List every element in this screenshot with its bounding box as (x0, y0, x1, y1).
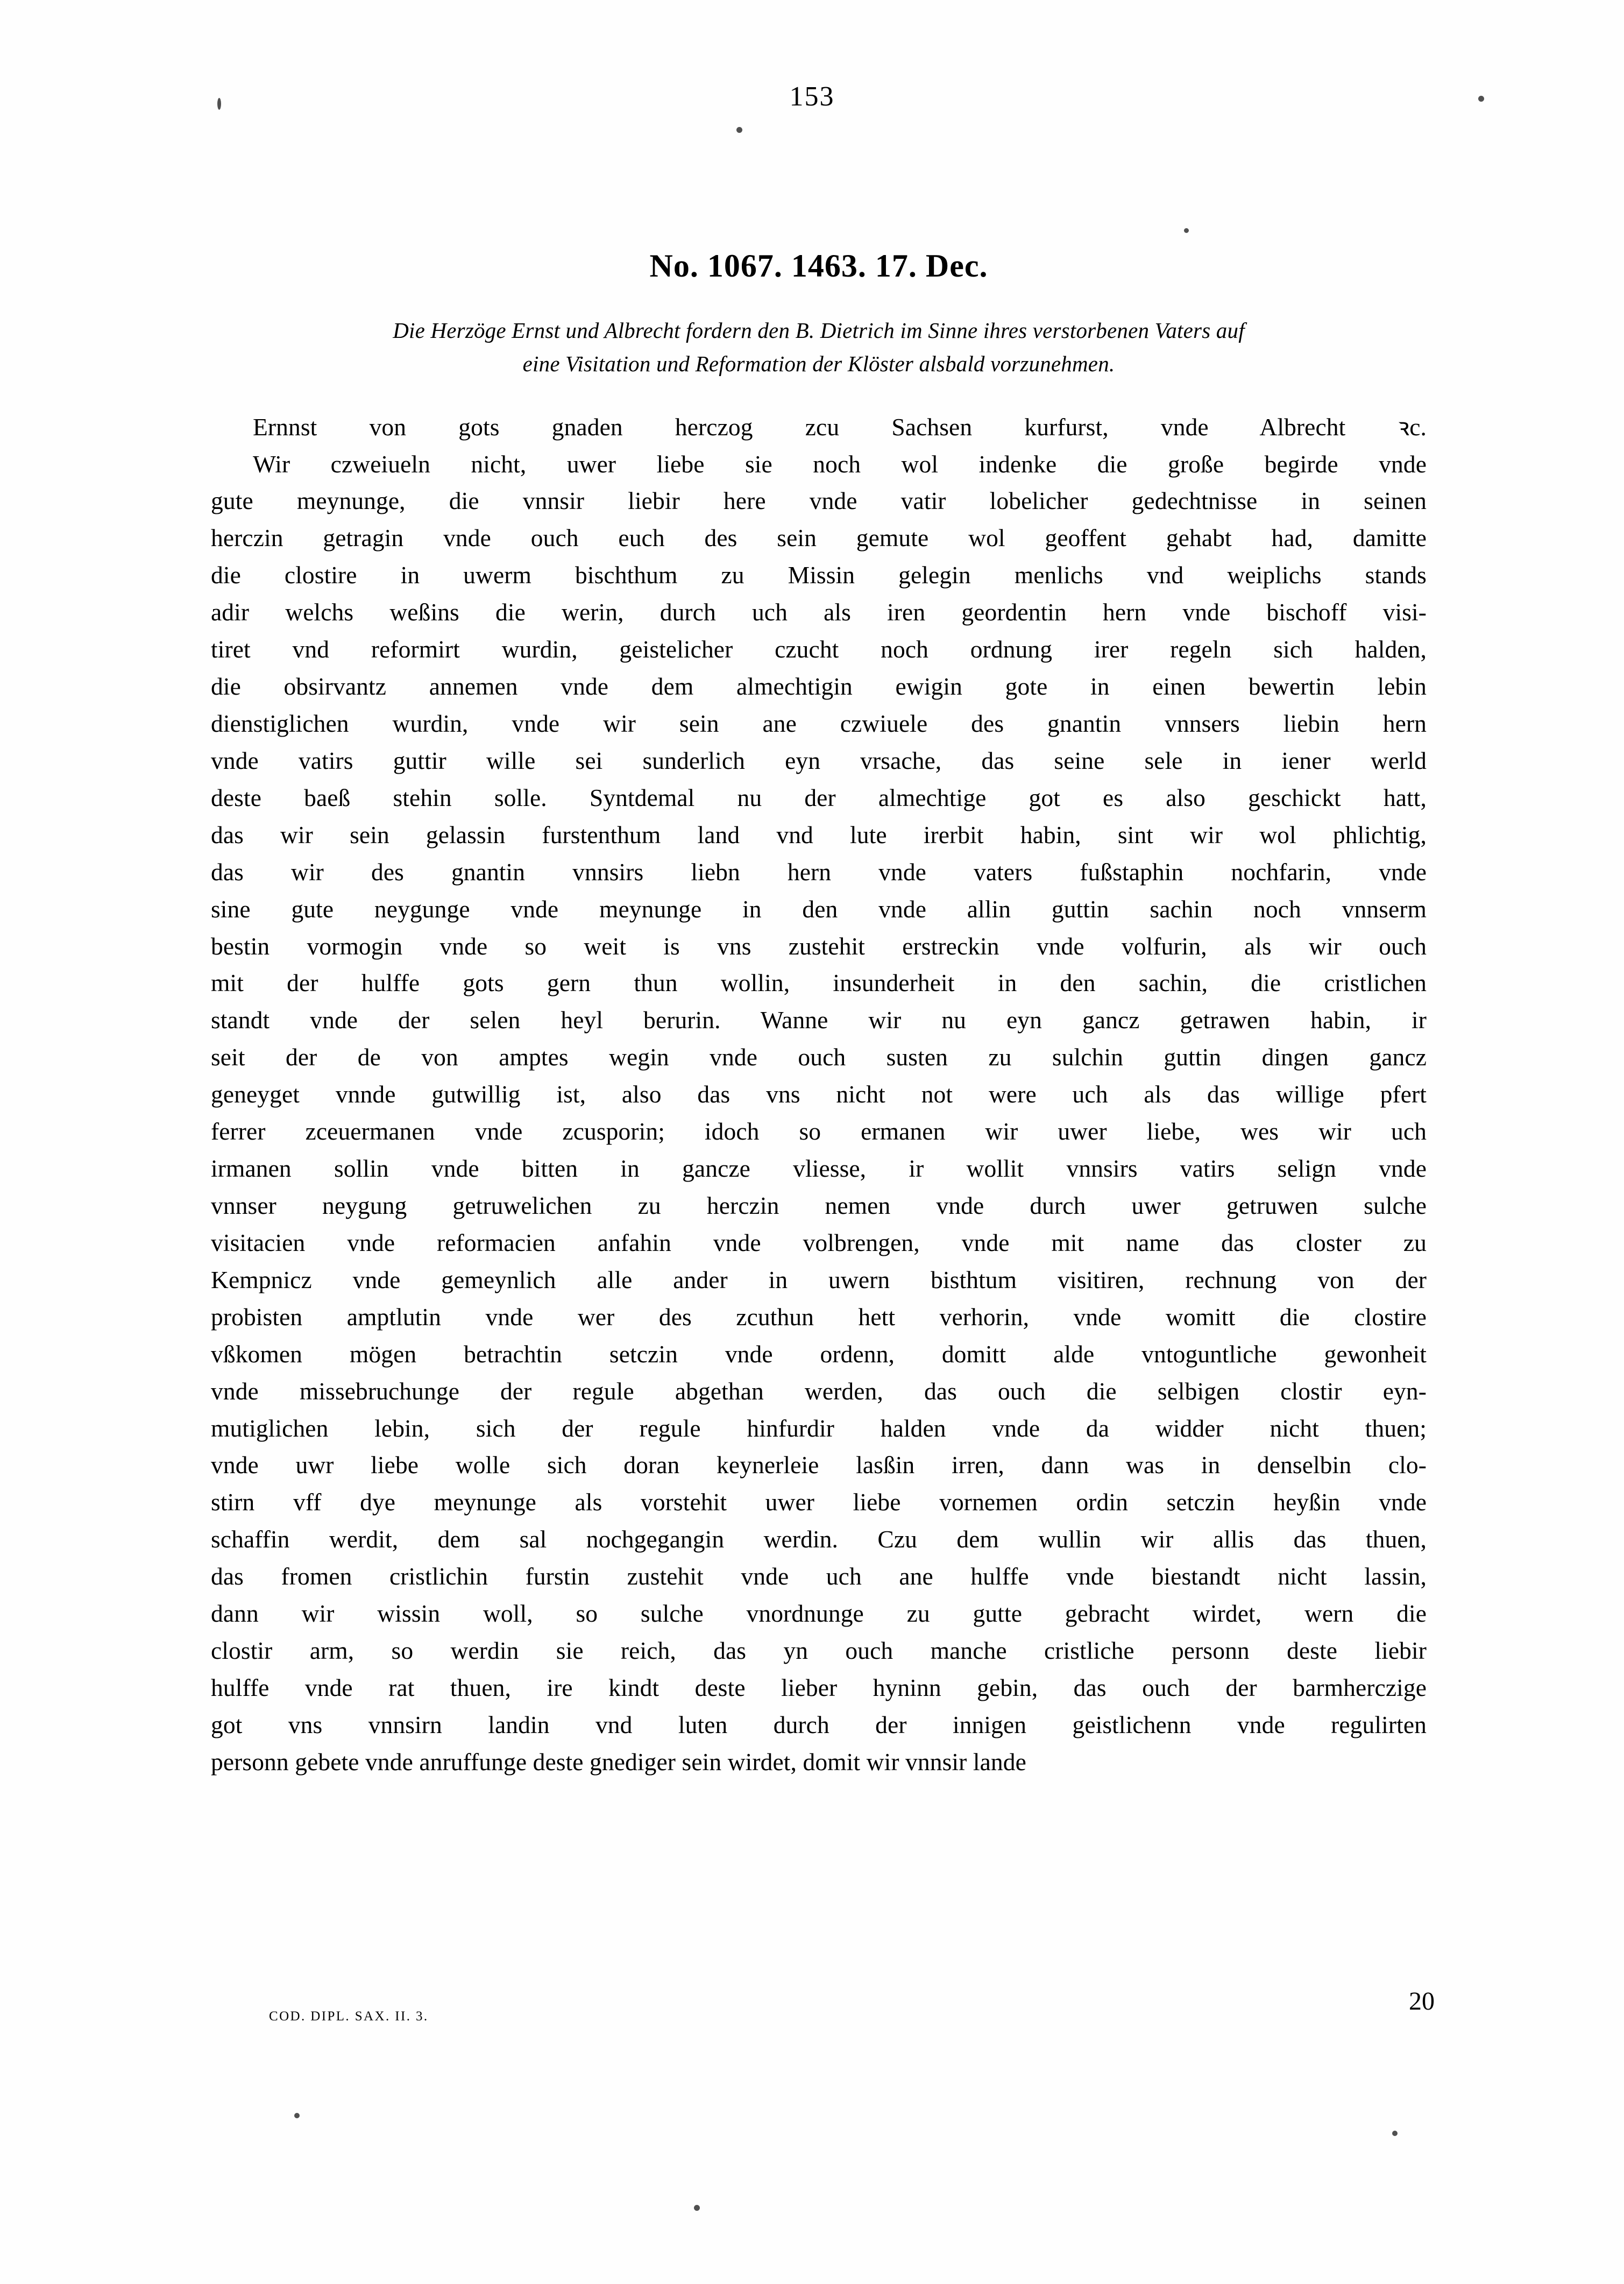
body-line: clostir arm, so werdin sie reich, das yn ouch manche cristliche personn deste liebir (211, 1637, 1427, 1665)
body-line (211, 446, 1427, 483)
body-line: mutiglichen lebin, sich der regule hinfurdir halden vnde da widder nicht thuen; (211, 1414, 1427, 1442)
body-line: tiret vnd reformirt wurdin, geistelicher czucht noch ordnung irer regeln sich halden, (211, 635, 1427, 663)
scan-speck (1392, 2131, 1398, 2136)
body-line: gute meynunge, die vnnsir liebir here vnde vatir lobelicher gedechtnisse in seinen (211, 487, 1427, 515)
volume-signature-mark: COD. DIPL. SAX. II. 3. (269, 2009, 429, 2024)
charter-title: No. 1067. 1463. 17. Dec. (649, 248, 988, 284)
charter-regest (211, 314, 1427, 381)
regest-line-1: Die Herzöge Ernst und Albrecht fordern den B. Dietrich im Sinne ihres verstorbenen Vaters auf (393, 318, 1245, 343)
regest-line-2: eine Visitation und Reformation der Klöster alsbald vorzunehmen. (522, 351, 1115, 377)
body-line: die clostire in uwerm bischthum zu Missin gelegin menlichs vnd weiplichs stands (211, 561, 1427, 589)
body-line: got vns vnnsirn landin vnd luten durch der innigen geistlichenn vnde regulirten (211, 1710, 1427, 1738)
body-line: schaffin werdit, dem sal nochgegangin werdin. Czu dem wullin wir allis das thuen, (211, 1525, 1427, 1553)
body-line: dann wir wissin woll, so sulche vnordnunge zu gutte gebracht wirdet, wern die (211, 1600, 1427, 1628)
text-block (211, 248, 1427, 1781)
page-footer (269, 1987, 1435, 2024)
body-line: standt vnde der selen heyl berurin. Wanne wir nu eyn gancz getrawen habin, ir (211, 1006, 1427, 1034)
body-line-text: Ernnst von gots gnaden herczog zcu Sachsen kurfurst, vnde Albrecht ꝛc. (253, 413, 1427, 441)
scan-speck (736, 127, 742, 133)
body-line-text: Wir czweiueln nicht, uwer liebe sie noch wol indenke die große begirde vnde (253, 450, 1427, 478)
body-line: irmanen sollin vnde bitten in gancze vliesse, ir wollit vnnsirs vatirs selign vnde (211, 1155, 1427, 1183)
body-line: vßkomen mögen betrachtin setczin vnde ordenn, domitt alde vntoguntliche gewonheit (211, 1340, 1427, 1368)
body-line: vnde missebruchunge der regule abgethan werden, das ouch die selbigen clostir eyn- (211, 1377, 1427, 1405)
body-line: visitacien vnde reformacien anfahin vnde volbrengen, vnde mit name das closter zu (211, 1228, 1427, 1256)
body-line: ferrer zceuermanen vnde zcusporin; idoch so ermanen wir uwer liebe, wes wir uch (211, 1118, 1427, 1145)
body-line: vnde vatirs guttir wille sei sunderlich eyn vrsache, das seine sele in iener werld (211, 746, 1427, 774)
body-line: probisten amptlutin vnde wer des zcuthun hett verhorin, vnde womitt die clostire (211, 1303, 1427, 1331)
body-line: stirn vff dye meynunge als vorstehit uwer liebe vornemen ordin setczin heyßin vnde (211, 1488, 1427, 1516)
body-line: Kempnicz vnde gemeynlich alle ander in uwern bisthtum visitiren, rechnung von der (211, 1265, 1427, 1293)
body-line: sine gute neygunge vnde meynunge in den vnde allin guttin sachin noch vnnserm (211, 895, 1427, 923)
body-line: vnnser neygung getruwelichen zu herczin nemen vnde durch uwer getruwen sulche (211, 1191, 1427, 1219)
body-line: herczin getragin vnde ouch euch des sein gemute wol geoffent gehabt had, damitte (211, 524, 1427, 552)
scan-speck (1184, 228, 1189, 233)
body-line: bestin vormogin vnde so weit is vns zustehit erstreckin vnde volfurin, als wir ouch (211, 932, 1427, 960)
body-line: das wir des gnantin vnnsirs liebn hern vnde vaters fußstaphin nochfarin, vnde (211, 858, 1427, 886)
body-line: vnde uwr liebe wolle sich doran keynerleie lasßin irren, dann was in denselbin clo- (211, 1451, 1427, 1479)
scan-speck (694, 2205, 700, 2211)
page-number: 153 (789, 81, 835, 112)
body-line: die obsirvantz annemen vnde dem almechtigin ewigin gote in einen bewertin lebin (211, 673, 1427, 701)
body-line: das fromen cristlichin furstin zustehit vnde uch ane hulffe vnde biestandt nicht lassin, (211, 1562, 1427, 1590)
body-line (211, 409, 1427, 446)
body-line: seit der de von amptes wegin vnde ouch susten zu sulchin guttin dingen gancz (211, 1043, 1427, 1071)
body-line: das wir sein gelassin furstenthum land vnd lute irerbit habin, sint wir wol phlichtig, (211, 821, 1427, 848)
scan-speck (294, 2113, 300, 2118)
body-line: hulffe vnde rat thuen, ire kindt deste lieber hyninn gebin, das ouch der barmherczige (211, 1673, 1427, 1701)
body-line: personn gebete vnde anruffunge deste gnediger sein wirdet, domit wir vnnsir lande (211, 1748, 1026, 1776)
body-line: adir welchs weßins die werin, durch uch als iren geordentin hern vnde bischoff visi- (211, 598, 1427, 626)
body-line: mit der hulffe gots gern thun wollin, insunderheit in den sachin, die cristlichen (211, 969, 1427, 997)
sheet-signature-number: 20 (1409, 1987, 1435, 2016)
body-line: geneyget vnnde gutwillig ist, also das vns nicht not were uch als das willige pfert (211, 1080, 1427, 1108)
body-line: deste baeß stehin solle. Syntdemal nu der almechtige got es also geschickt hatt, (211, 783, 1427, 811)
charter-body (211, 409, 1427, 1781)
body-line: dienstiglichen wurdin, vnde wir sein ane czwiuele des gnantin vnnsers liebin hern (211, 710, 1427, 737)
